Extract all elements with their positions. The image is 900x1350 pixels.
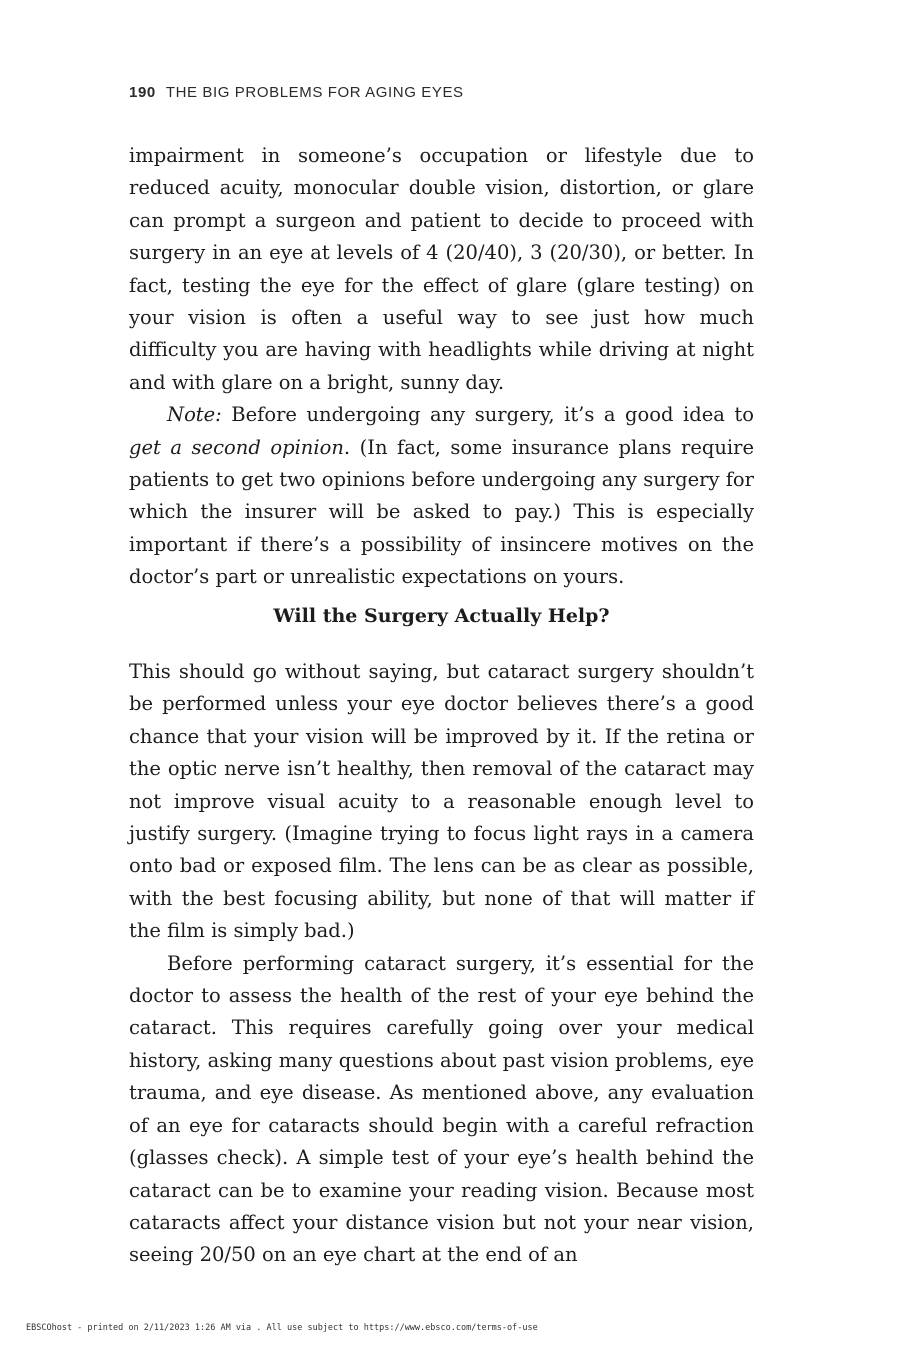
note-text-a: Before undergoing any surgery, it’s a good idea to — [221, 403, 754, 427]
paragraph-surgery-help: This should go without saying, but cataract surgery shouldn’t be performed unless your eye doctor believes there’s a good chance that your vision will be improved by it. If the retina or the optic nerve isn’t healthy, then removal of the cataract may not improve visual acuity to a reasonable enough level to justify surgery. (Imagine trying to focus light rays in a camera onto bad or exposed film. The lens can be as clear as possible, with the best focusing ability, but none of that will matter if the film is simply bad.) — [129, 660, 754, 943]
running-head — [129, 84, 464, 101]
text-block-bottom — [129, 656, 754, 1272]
text-block-top — [129, 140, 754, 594]
print-footer: EBSCOhost - printed on 2/11/2023 1:26 AM via . All use subject to https://www.ebsco.com/terms-of-use — [26, 1323, 538, 1333]
paragraph-continued: impairment in someone’s occupation or lifestyle due to reduced acuity, monocular double vision, distortion, or glare can prompt a surgeon and patient to decide to proceed with surgery in an eye at levels of 4 (20/40), 3 (20/30), or better. In fact, testing the eye for the effect of glare (glare testing) on your vision is often a useful way to see just how much difficulty you are having with headlights while driving at night and with glare on a bright, sunny day. — [129, 144, 754, 394]
running-title: THE BIG PROBLEMS FOR AGING EYES — [165, 84, 464, 101]
paragraph-assessment: Before performing cataract surgery, it’s essential for the doctor to assess the health of the rest of your eye behind the cataract. This requires carefully going over your medical history, asking many questions about past vision problems, eye trauma, and eye disease. As mentioned above, any evaluation of an eye for cataracts should begin with a careful refraction (glasses check). A simple test of your eye’s health behind the cataract can be to examine your reading vision. Because most cataracts affect your distance vision but not your near vision, seeing 20/50 on an eye chart at the end of an — [129, 951, 754, 1267]
note-label: Note: — [167, 403, 222, 427]
page-number: 190 — [129, 84, 156, 101]
note-emphasis: get a second opinion — [129, 435, 344, 459]
note-text-b: . (In fact, some insurance plans require patients to get two opinions before undergoing any surgery for which the insurer will be asked to pay.) This is especially important if there’s a possibility of insincere motives on the doctor’s part or unrealistic expectations on yours. — [129, 435, 755, 589]
paragraph-note — [129, 399, 754, 593]
section-heading: Will the Surgery Actually Help? — [273, 605, 610, 627]
